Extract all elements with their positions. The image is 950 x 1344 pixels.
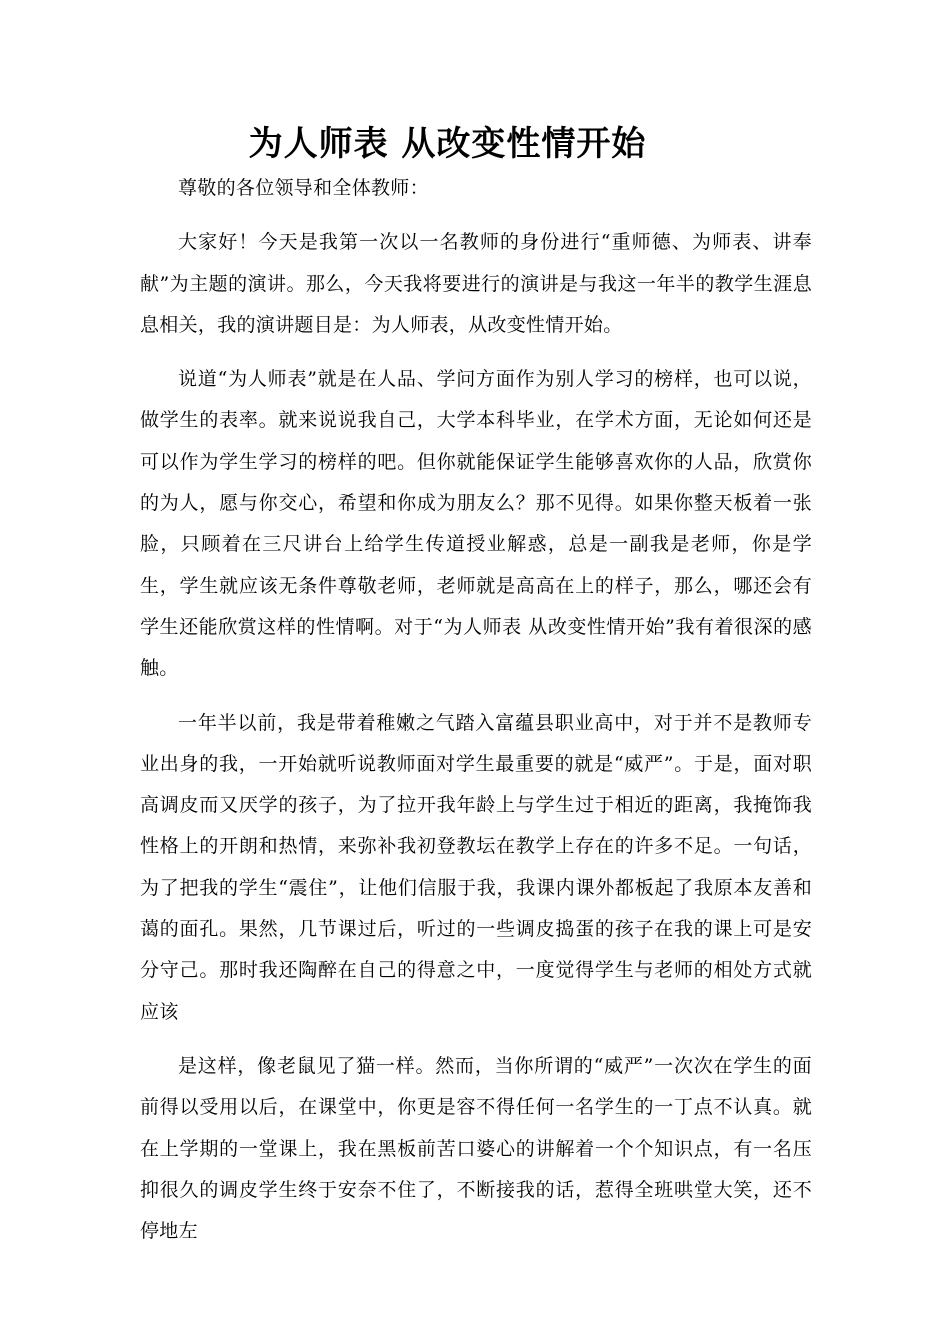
- document-body: [140, 168, 812, 1252]
- paragraph: 说道“为人师表”就是在人品、学问方面作为别人学习的榜样，也可以说，做学生的表率。就来说说我自己，大学本科毕业，在学术方面，无论如何还是可以作为学生学习的榜样的吧。但你就能保证学生能够喜欢你的人品，欣赏你的为人，愿与你交心，希望和你成为朋友么？那不见得。如果你整天板着一张脸，只顾着在三尺讲台上给学生传道授业解惑，总是一副我是老师，你是学生，学生就应该无条件尊敬老师，老师就是高高在上的样子，那么，哪还会有学生还能欣赏这样的性情啊。对于“为人师表 从改变性情开始”我有着很深的感触。: [140, 368, 812, 680]
- document-title: 为人师表 从改变性情开始: [248, 124, 647, 164]
- paragraph: 一年半以前，我是带着稚嫩之气踏入富蕴县职业高中，对于并不是教师专业出身的我，一开始就听说教师面对学生最重要的就是“威严”。于是，面对职高调皮而又厌学的孩子，为了拉开我年龄上与学生过于相近的距离，我掩饰我性格上的开朗和热情，来弥补我初登教坛在教学上存在的许多不足。一句话，为了把我的学生“震住”，让他们信服于我，我课内课外都板起了我原本友善和蔼的面孔。果然，几节课过后，听过的一些调皮捣蛋的孩子在我的课上可是安分守己。那时我还陶醉在自己的得意之中，一度觉得学生与老师的相处方式就应该: [140, 711, 812, 1023]
- paragraph: 大家好！今天是我第一次以一名教师的身份进行“重师德、为师表、讲奉献”为主题的演讲。那么，今天我将要进行的演讲是与我这一年半的教学生涯息息相关，我的演讲题目是：为人师表，从改变性情开始。: [140, 231, 812, 336]
- paragraph: 是这样，像老鼠见了猫一样。然而，当你所谓的“威严”一次次在学生的面前得以受用以后，在课堂中，你更是容不得任何一名学生的一丁点不认真。就在上学期的一堂课上，我在黑板前苦口婆心的讲解着一个个知识点，有一名压抑很久的调皮学生终于安奈不住了，不断接我的话，惹得全班哄堂大笑，还不停地左: [140, 1054, 812, 1243]
- salutation: 尊敬的各位领导和全体教师：: [178, 177, 429, 199]
